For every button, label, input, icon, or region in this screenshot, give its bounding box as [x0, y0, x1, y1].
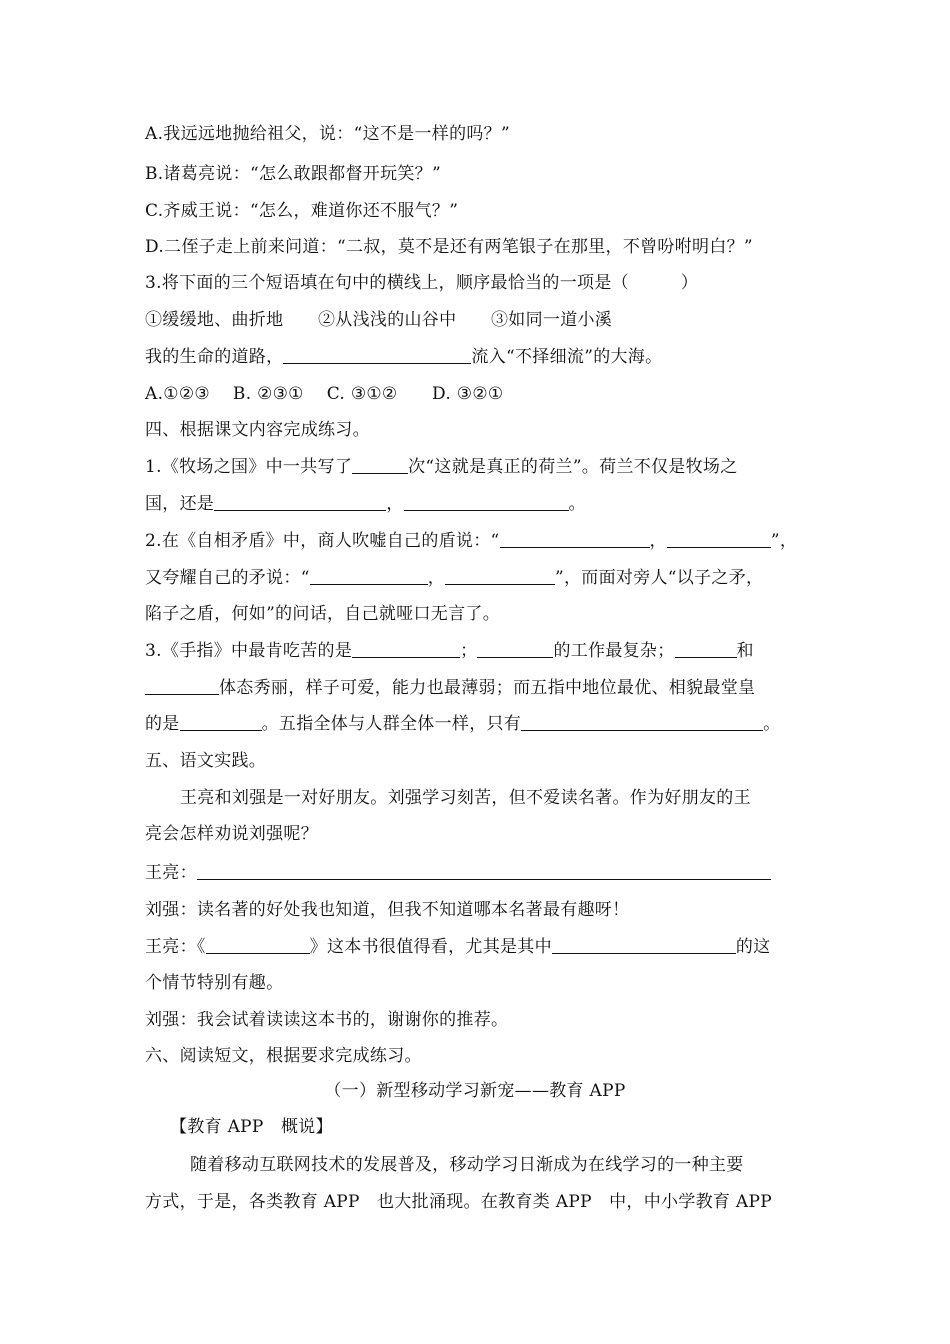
q1-text-d: ，: [386, 494, 404, 514]
dialogue-wang-2: [145, 929, 825, 965]
q2-blank-1[interactable]: [500, 527, 650, 548]
dialogue-wang-1: [145, 855, 825, 891]
q2-text-e: ，: [427, 568, 446, 588]
passage-para-1: 随着移动互联网技术的发展普及，移动学习日渐成为在线学习的一种主要: [190, 1155, 744, 1175]
section-4-q3-line1: [145, 633, 825, 669]
wang-2-text-a: 王亮：《: [145, 937, 206, 957]
q2-text-f: ”，而面对旁人“以子之矛，: [555, 568, 764, 588]
passage-subtitle: 【教育 APP 概说】: [170, 1117, 333, 1137]
q1-text-c: 国，还是: [145, 494, 215, 514]
section-4-q2-line3: 陷子之盾，何如”的问话，自己就哑口无言了。: [145, 604, 500, 624]
dialogue-liu-1: 刘强：读名著的好处我也知道，但我不知道哪本名著最有趣呀！: [145, 900, 630, 920]
question-3-stem: [145, 265, 825, 301]
q2-text-a: 2.在《自相矛盾》中，商人吹嘘自己的盾说：“: [145, 531, 500, 551]
plot-blank[interactable]: [552, 933, 736, 954]
q1-blank-count[interactable]: [352, 453, 408, 474]
section-4-heading: 四、根据课文内容完成练习。: [145, 420, 370, 440]
passage-para-2: 方式，于是，各类教育 APP 也大批涌现。在教育类 APP 中，中小学教育 APP: [145, 1192, 772, 1212]
q3-text-c: 的工作最复杂；: [553, 641, 675, 661]
q1-blank-2[interactable]: [404, 490, 569, 511]
section-4-q3-line3: [145, 706, 825, 742]
q2-text-d: 又夸耀自己的矛说：“: [145, 568, 310, 588]
q3-text-f: 的是: [145, 714, 180, 734]
q3-text-b: ；: [460, 641, 478, 661]
wang-2-text-c: 的这: [735, 937, 771, 957]
q3-blank-6[interactable]: [521, 710, 763, 731]
q1-blank-1[interactable]: [214, 490, 386, 511]
wang-label: 王亮：: [145, 863, 197, 883]
section-4-q3-line2: [145, 670, 825, 706]
q3-text-h: 。: [763, 714, 781, 734]
section-5-intro-1: 王亮和刘强是一对好朋友。刘强学习刻苦，但不爱读名著。作为好朋友的王: [180, 788, 751, 808]
q2-blank-2[interactable]: [667, 527, 771, 548]
section-4-q1-line1: [145, 449, 825, 485]
sentence-start: 我的生命的道路，: [145, 347, 284, 367]
q1-text-b: 次“这就是真正的荷兰”。荷兰不仅是牧场之: [408, 457, 738, 477]
q2-text-c: ”，: [770, 531, 798, 551]
q3-blank-1[interactable]: [352, 637, 460, 658]
question-3-stem-start: 3.将下面的三个短语填在句中的横线上，顺序最恰当的一项是（: [145, 273, 629, 293]
q3-blank-5[interactable]: [180, 710, 262, 731]
q3-blank-4[interactable]: [145, 674, 219, 695]
q1-text-e: 。: [568, 494, 586, 514]
q2-text-b: ，: [649, 531, 667, 551]
dialogue-wang-2-cont: 个情节特别有趣。: [145, 973, 284, 993]
wang-answer-blank[interactable]: [197, 859, 771, 880]
q1-text-a: 1.《牧场之国》中一共写了: [145, 457, 353, 477]
q3-blank-2[interactable]: [477, 637, 553, 658]
question-3-phrases: ①缓缓地、曲折地 ②从浅浅的山谷中 ③如同一道小溪: [145, 310, 613, 330]
sentence-end: 流入“不择细流”的大海。: [471, 347, 663, 367]
wang-2-text-b: 》这本书很值得看，尤其是其中: [309, 937, 552, 957]
section-4-q1-line2: [145, 486, 825, 522]
section-5-heading: 五、语文实践。: [145, 751, 267, 771]
dialogue-liu-2: 刘强：我会试着读读这本书的，谢谢你的推荐。: [145, 1010, 509, 1030]
q2-blank-3[interactable]: [310, 564, 428, 585]
option-d: D.二侄子走上前来问道：“二叔，莫不是还有两笔银子在那里，不曾吩咐明白？”: [145, 237, 753, 257]
q3-text-a: 3.《手指》中最肯吃苦的是: [145, 641, 353, 661]
q3-text-d: 和: [736, 641, 754, 661]
question-3-choices: A.①②③ B. ②③① C. ③①② D. ③②①: [145, 384, 504, 404]
section-6-heading: 六、阅读短文，根据要求完成练习。: [145, 1046, 422, 1066]
book-title-blank[interactable]: [206, 933, 310, 954]
question-3-sentence: [145, 339, 825, 375]
option-b: B.诸葛亮说：“怎么敢跟都督开玩笑？”: [145, 164, 441, 184]
q3-blank-3[interactable]: [675, 637, 737, 658]
passage-title: （一）新型移动学习新宠——教育 APP: [324, 1081, 626, 1101]
q3-text-e: 体态秀丽，样子可爱，能力也最薄弱；而五指中地位最优、相貌最堂皇: [219, 678, 756, 698]
section-4-q2-line1: [145, 523, 825, 559]
option-c: C.齐威王说：“怎么，难道你还不服气？”: [145, 201, 459, 221]
q2-blank-4[interactable]: [445, 564, 555, 585]
option-a: A.我远远地抛给祖父，说：“这不是一样的吗？”: [145, 124, 510, 144]
q3-text-g: 。五指全体与人群全体一样，只有: [261, 714, 522, 734]
question-3-stem-end: ）: [680, 273, 699, 293]
section-4-q2-line2: [145, 560, 825, 596]
section-5-intro-2: 亮会怎样劝说刘强呢？: [145, 824, 318, 844]
sentence-blank[interactable]: [283, 343, 471, 364]
